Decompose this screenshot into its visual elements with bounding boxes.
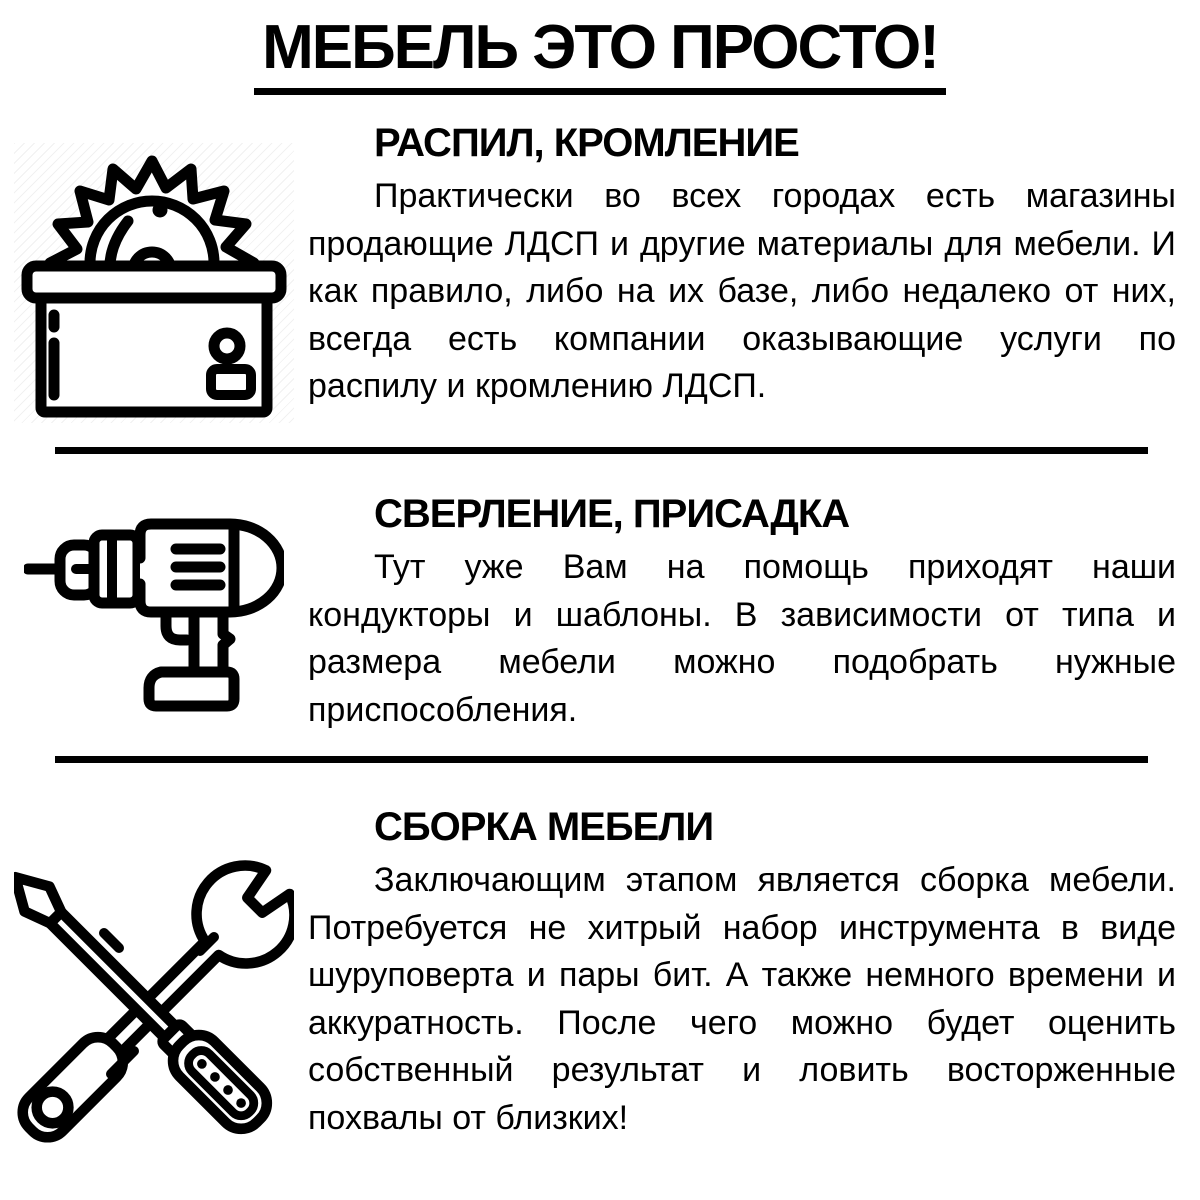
divider xyxy=(55,756,1148,763)
drill-icon xyxy=(24,516,284,726)
section-body: Заключающим этапом является сборка мебели. Потребуется не хитрый набор инструмента в виде шуруповерта и пары бит. А также немного времени и аккуратность. После чего можно будет оценить собственный результат и ловить восторженные похвалы от близких! xyxy=(308,861,1176,1137)
section-drilling-text xyxy=(308,490,1200,734)
section-assembly-text xyxy=(308,803,1200,1142)
table-saw-icon xyxy=(14,143,294,423)
section-cutting-text xyxy=(308,119,1200,411)
section-heading: СВЕРЛЕНИЕ, ПРИСАДКА xyxy=(374,492,850,537)
divider xyxy=(55,447,1148,454)
section-drilling xyxy=(0,490,1200,734)
section-body: Практически во всех городах есть магазины продающие ЛДСП и другие материалы для мебели. И как правило, либо на их базе, либо недалеко от них, всегда есть компании оказывающие услуги по распилу и кромлению ЛДСП. xyxy=(308,177,1176,406)
section-body: Тут уже Вам на помощь приходят наши кондукторы и шаблоны. В зависимости от типа и размера мебели можно подобрать нужные приспособления. xyxy=(308,548,1176,729)
section-heading: РАСПИЛ, КРОМЛЕНИЕ xyxy=(374,121,799,166)
section-cutting-icon-column xyxy=(0,119,308,423)
section-assembly xyxy=(0,803,1200,1153)
title-row xyxy=(0,12,1200,95)
page-title: МЕБЕЛЬ ЭТО ПРОСТО! xyxy=(254,12,946,95)
section-heading: СБОРКА МЕБЕЛИ xyxy=(374,805,714,850)
section-cutting xyxy=(0,119,1200,423)
wrench-screwdriver-icon xyxy=(14,853,294,1153)
section-drilling-icon-column xyxy=(0,490,308,726)
section-assembly-icon-column xyxy=(0,803,308,1153)
